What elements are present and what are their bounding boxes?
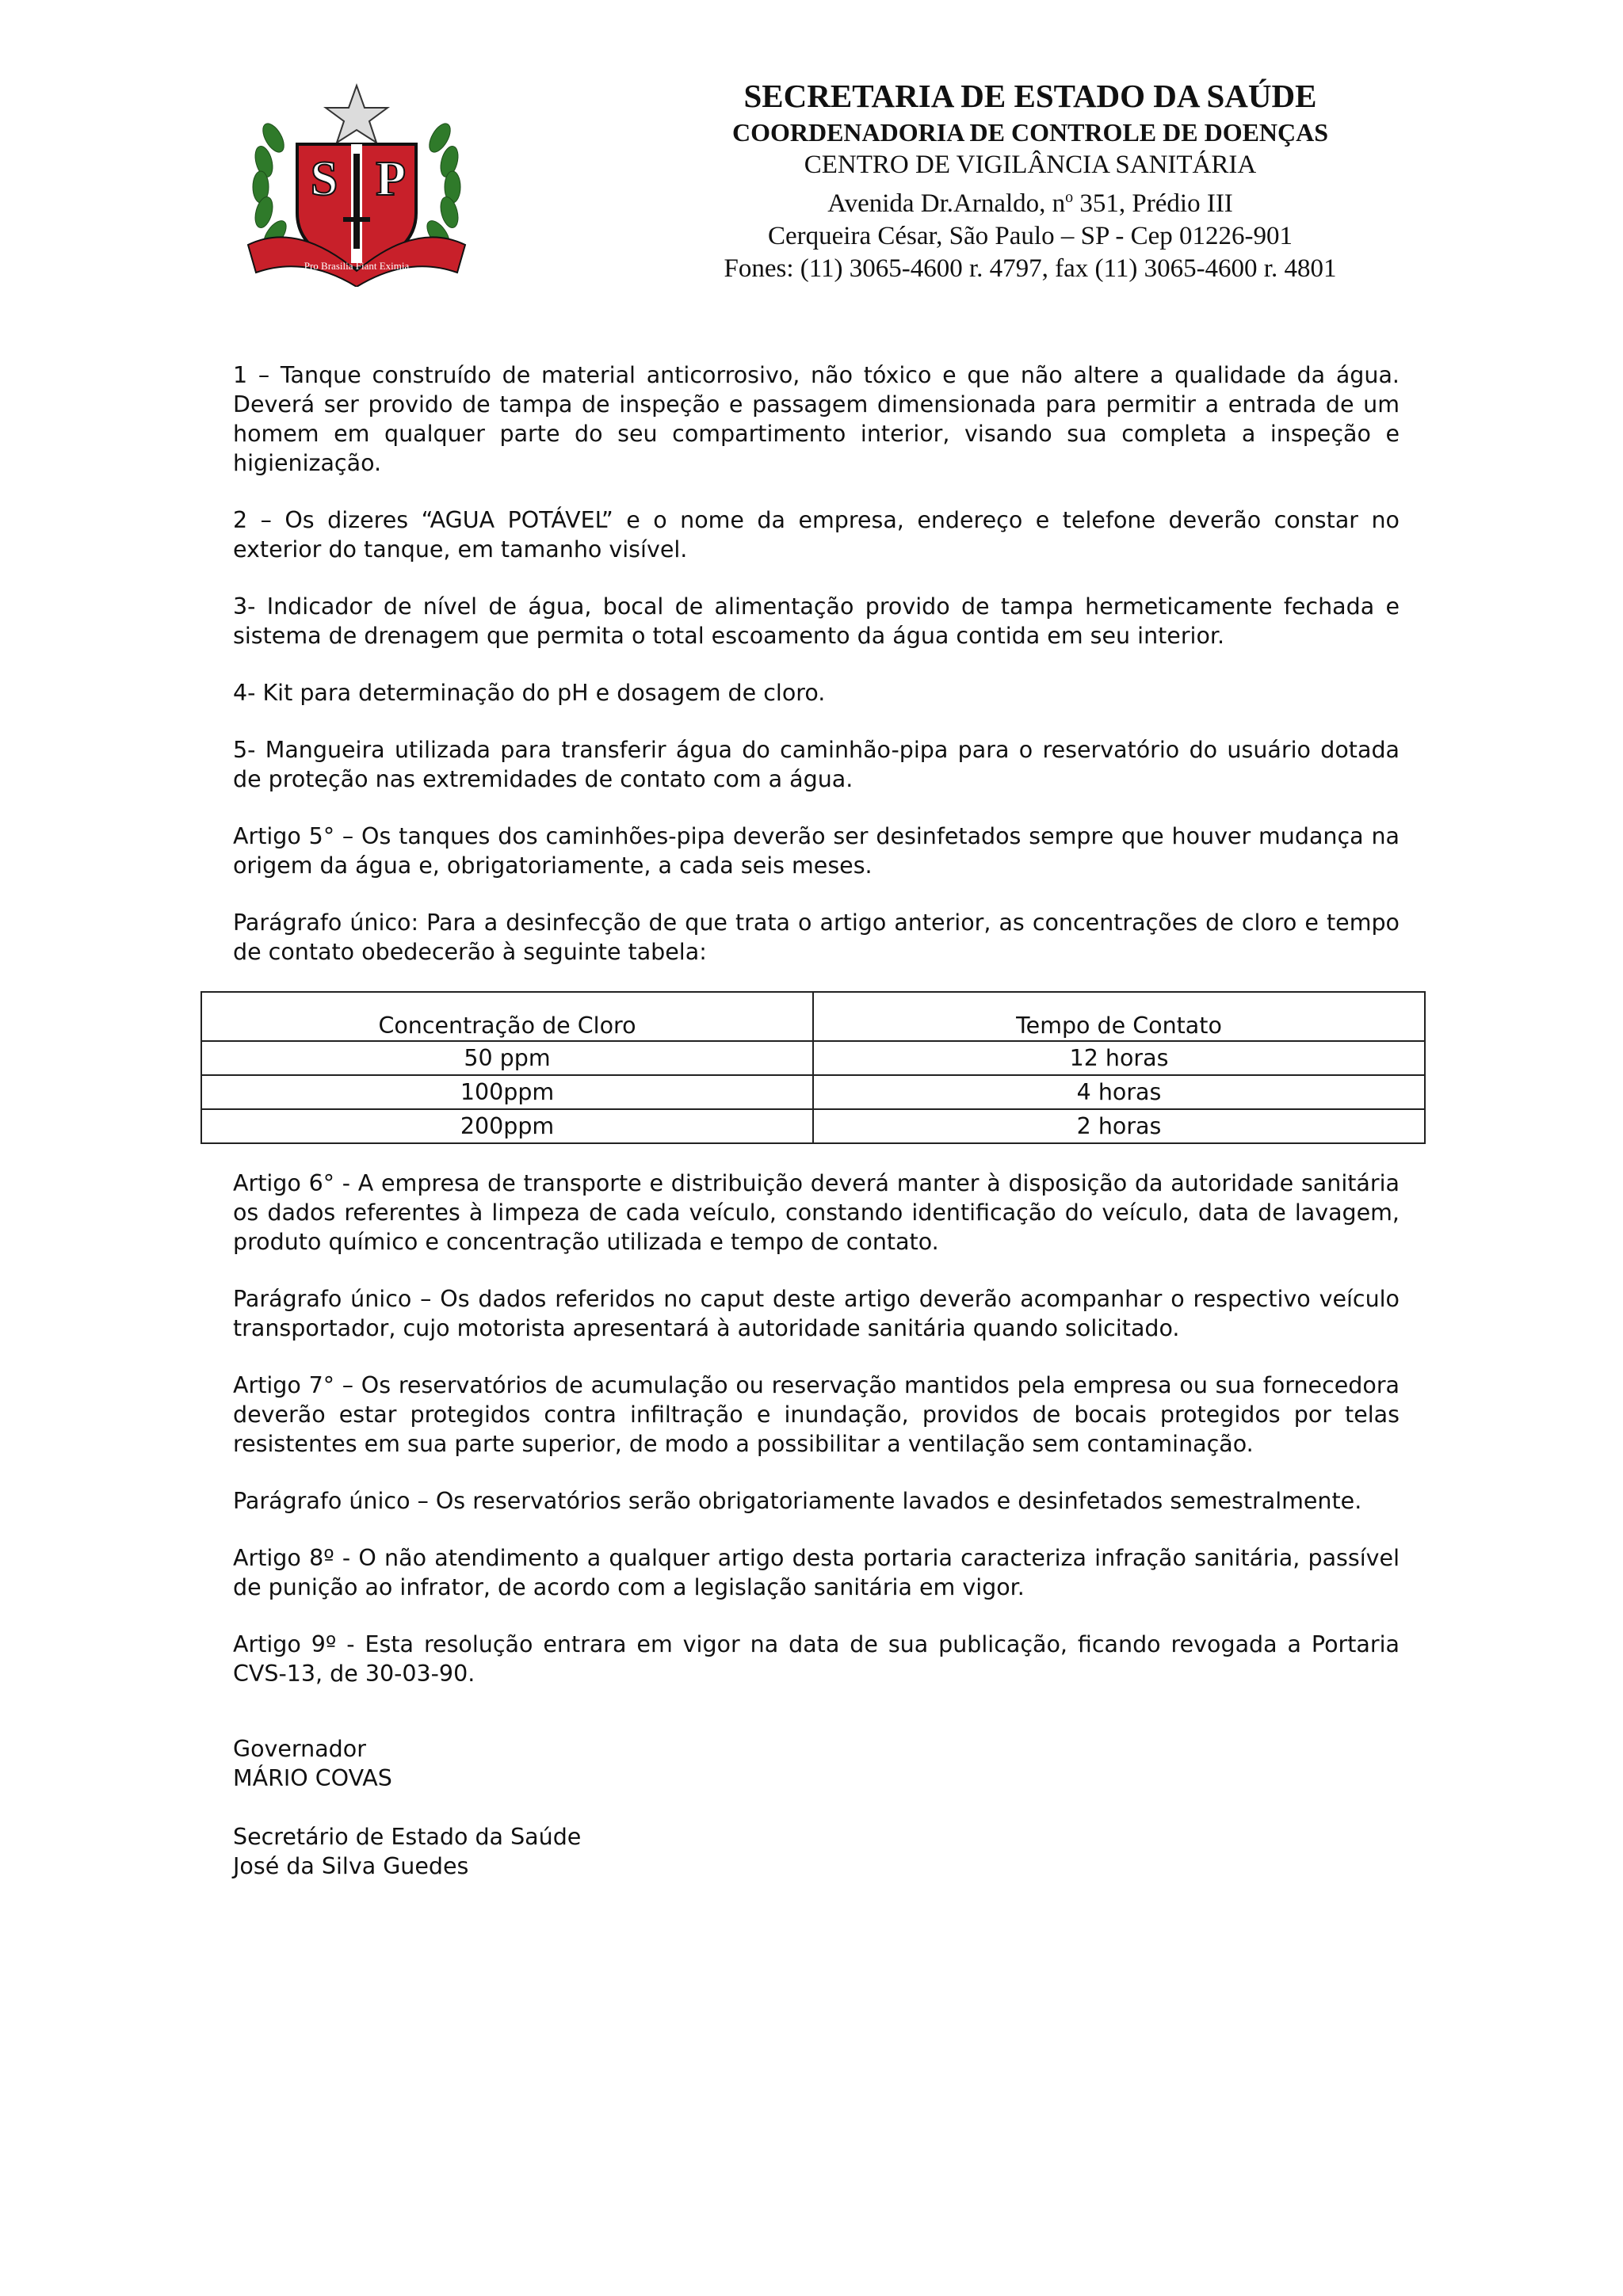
- crest-motto: Pro Brasilia Fiant Eximia: [304, 260, 410, 272]
- letterhead-secretariat: SECRETARIA DE ESTADO DA SAÚDE: [743, 78, 1317, 114]
- table-row: [201, 1075, 1425, 1109]
- letterhead-center: CENTRO DE VIGILÂNCIA SANITÁRIA: [804, 151, 1257, 179]
- paragraph: Parágrafo único – Os reservatórios serão obrigatoriamente lavados e desinfetados semestralmente.: [233, 1488, 1362, 1514]
- governor-title: Governador: [233, 1736, 366, 1762]
- paragraph: Parágrafo único: Para a desinfecção de que trata o artigo anterior, as concentrações de cloro e tempo de contato obedecerão à seguinte tabela:: [233, 910, 1400, 965]
- svg-text:P: P: [376, 152, 406, 206]
- paragraph: 4- Kit para determinação do pH e dosagem de cloro.: [233, 680, 826, 706]
- letterhead-address: Avenida Dr.Arnaldo, $n^o$ 351, Prédio III: [827, 189, 1233, 218]
- secretary-title: Secretário de Estado da Saúde: [233, 1824, 582, 1850]
- document-body-top: [233, 360, 1400, 994]
- table-cell: 100ppm: [201, 1075, 813, 1109]
- document-body-bottom: [233, 1169, 1400, 1881]
- table-header-cell: Concentração de Cloro: [201, 992, 813, 1041]
- table-cell: 50 ppm: [201, 1041, 813, 1075]
- table-header-row: [201, 992, 1425, 1041]
- letterhead-coordination: COORDENADORIA DE CONTROLE DE DOENÇAS: [731, 118, 1329, 147]
- secretary-name: José da Silva Guedes: [233, 1853, 469, 1879]
- table-header-cell: Tempo de Contato: [813, 992, 1425, 1041]
- paragraph: Artigo 9º - Esta resolução entrara em vigor na data de sua publicação, ficando revogada a Portaria CVS-13, de 30-03-90.: [233, 1631, 1400, 1687]
- paragraph: 3- Indicador de nível de água, bocal de alimentação provido de tampa hermeticamente fechada e sistema de drenagem que permita o total escoamento da água contida em seu interior.: [233, 593, 1400, 649]
- table-row: [201, 1109, 1425, 1143]
- table-cell: 12 horas: [813, 1041, 1425, 1075]
- letterhead-city: Cerqueira César, São Paulo – SP - Cep 01226-901: [768, 222, 1293, 250]
- paragraph: Artigo 5° – Os tanques dos caminhões-pipa deverão ser desinfetados sempre que houver mudança na origem da água e, obrigatoriamente, a cada seis meses.: [233, 823, 1400, 879]
- chlorine-contact-table: [200, 991, 1426, 1144]
- paragraph: 2 – Os dizeres “AGUA POTÁVEL” e o nome da empresa, endereço e telefone deverão constar no exterior do tanque, em tamanho visível.: [233, 507, 1400, 563]
- table-cell: 4 horas: [813, 1075, 1425, 1109]
- paragraph: Artigo 7° – Os reservatórios de acumulação ou reservação mantidos pela empresa ou sua fornecedora deverão estar protegidos contra infiltração e inundação, providos de bocais protegidos por telas resistentes em sua parte superior, de modo a possibilitar a ventilação sem contaminação.: [233, 1372, 1400, 1457]
- paragraph: 5- Mangueira utilizada para transferir água do caminhão-pipa para o reservatório do usuário dotada de proteção nas extremidades de contato com a água.: [233, 737, 1400, 792]
- governor-name: MÁRIO COVAS: [233, 1765, 392, 1791]
- paragraph: 1 – Tanque construído de material anticorrosivo, não tóxico e que não altere a qualidade da água. Deverá ser provido de tampa de inspeção e passagem dimensionada para permitir a entrada de um homem em qualquer parte do seu compartimento interior, visando sua completa a inspeção e higienização.: [233, 362, 1400, 476]
- governor-signature-block: [233, 1734, 1400, 1793]
- letterhead: [555, 76, 1506, 285]
- secretary-signature-block: [233, 1822, 1400, 1881]
- paragraph: Artigo 8º - O não atendimento a qualquer artigo desta portaria caracteriza infração sanitária, passível de punição ao infrator, de acordo com a legislação sanitária em vigor.: [233, 1545, 1400, 1600]
- svg-text:S: S: [310, 152, 338, 206]
- table-cell: 200ppm: [201, 1109, 813, 1143]
- table-row: [201, 1041, 1425, 1075]
- coat-of-arms-icon: [242, 82, 472, 287]
- table-cell: 2 horas: [813, 1109, 1425, 1143]
- paragraph: Parágrafo único – Os dados referidos no caput deste artigo deverão acompanhar o respectivo veículo transportador, cujo motorista apresentará à autoridade sanitária quando solicitado.: [233, 1286, 1400, 1341]
- paragraph: Artigo 6° - A empresa de transporte e distribuição deverá manter à disposição da autoridade sanitária os dados referentes à limpeza de cada veículo, constando identificação do veículo, data de lavagem, produto químico e concentração utilizada e tempo de contato.: [233, 1170, 1400, 1255]
- chlorine-table-wrapper: [200, 991, 1426, 1144]
- letterhead-phones: Fones: (11) 3065-4600 r. 4797, fax (11) 3065-4600 r. 4801: [724, 254, 1337, 283]
